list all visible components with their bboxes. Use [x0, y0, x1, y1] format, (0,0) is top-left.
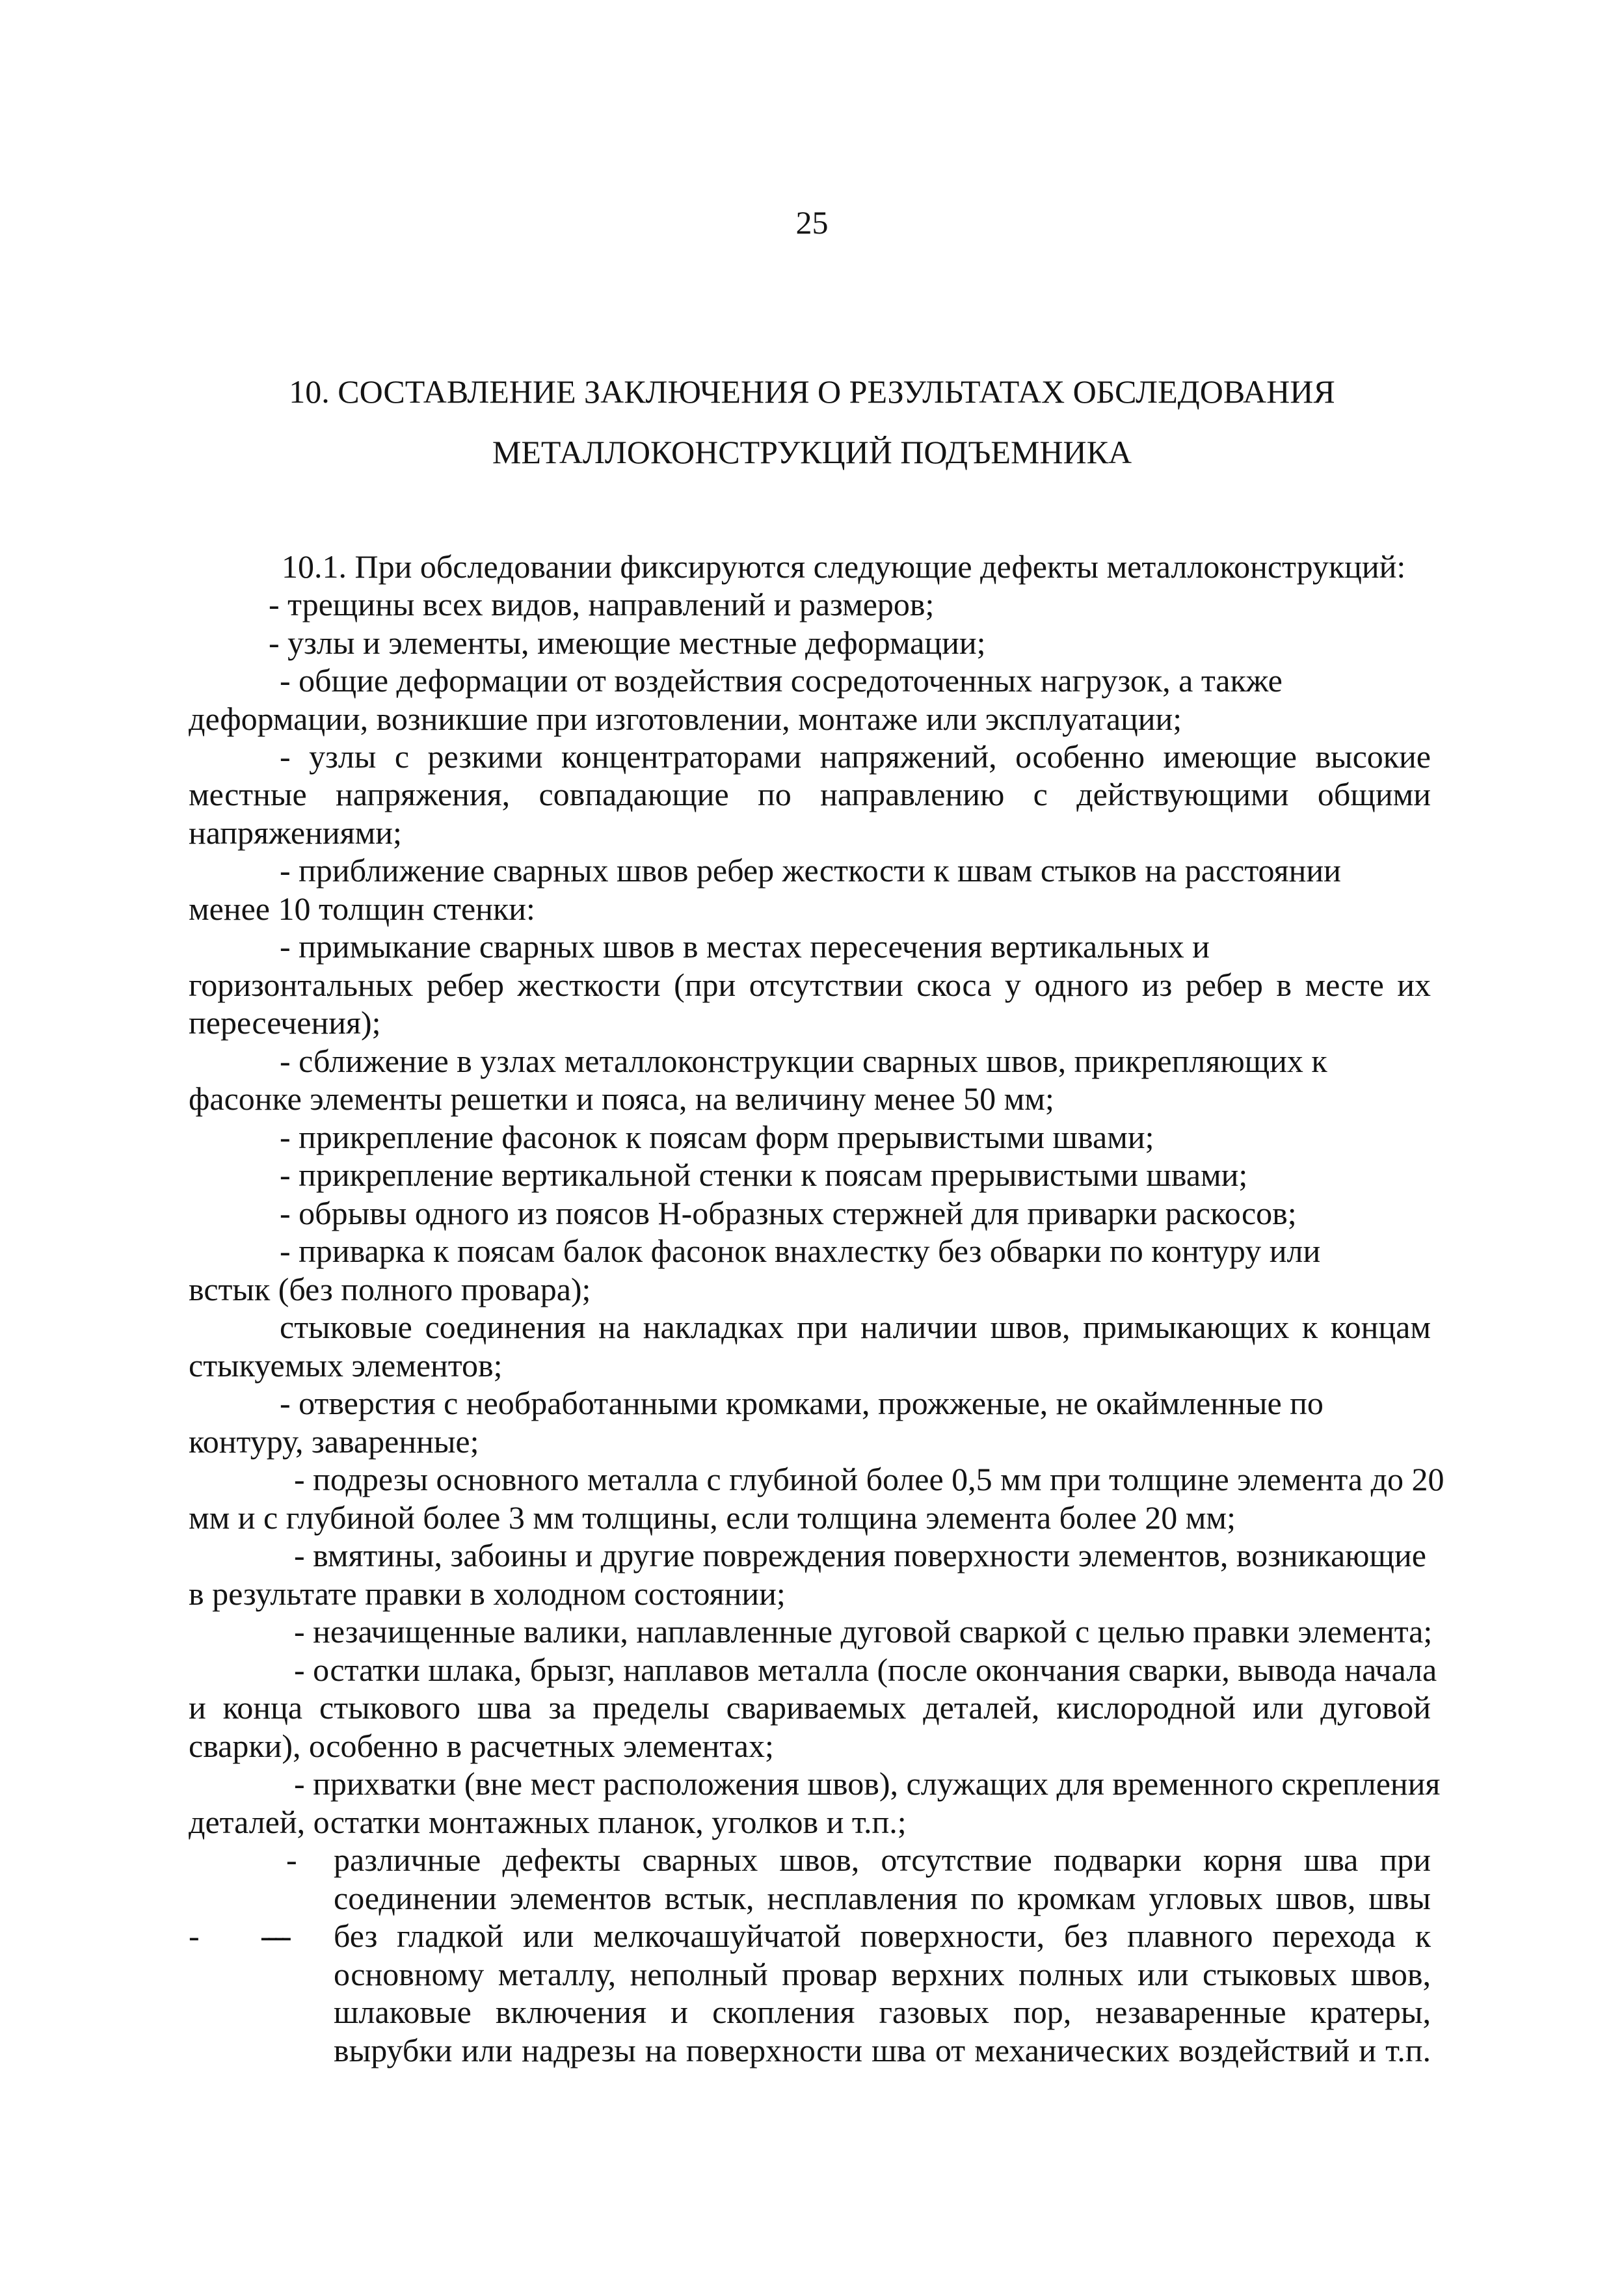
list-item: - трещины всех видов, направлений и размеров;: [269, 586, 935, 622]
paragraph-line: контуру, заваренные;: [189, 1423, 479, 1460]
list-item: - общие деформации от воздействия сосредоточенных нагрузок, а также: [280, 662, 1283, 699]
paragraph-line: горизонтальных ребер жесткости (при отсутствии скоса у одного из ребер в месте их: [189, 967, 1431, 1003]
paragraph-line: деформации, возникшие при изготовлении, монтаже или эксплуатации;: [189, 701, 1182, 737]
paragraph-line: в результате правки в холодном состоянии;: [189, 1575, 786, 1612]
list-item-line: без гладкой или мелкочашуйчатой поверхности, без плавного перехода к: [334, 1918, 1431, 1954]
list-item: - отверстия с необработанными кромками, прожженые, не окаймленные по: [280, 1385, 1324, 1421]
list-item: - остатки шлака, брызг, наплавов металла (после окончания сварки, вывода начала: [294, 1652, 1437, 1688]
paragraph-line: мм и с глубиной более 3 мм толщины, если толщина элемента более 20 мм;: [189, 1499, 1236, 1536]
page-number: 25: [795, 204, 829, 241]
paragraph-line: стыкуемых элементов;: [189, 1347, 503, 1384]
list-item: - приближение сварных швов ребер жесткости к швам стыков на расстоянии: [280, 852, 1341, 889]
list-item: - прикрепление вертикальной стенки к поясам прерывистыми швами;: [280, 1157, 1248, 1193]
list-item: - узлы и элементы, имеющие местные деформации;: [269, 624, 986, 661]
list-item: - прикрепление фасонок к поясам форм прерывистыми швами;: [280, 1119, 1154, 1155]
list-dash: -: [189, 1918, 200, 1954]
paragraph-line: пересечения);: [189, 1004, 381, 1041]
list-item: - примыкание сварных швов в местах пересечения вертикальных и: [280, 928, 1210, 965]
paragraph-line: фасонке элементы решетки и пояса, на величину менее 50 мм;: [189, 1080, 1054, 1117]
paragraph-line: сварки), особенно в расчетных элементах;: [189, 1728, 774, 1764]
list-dash: ----: [260, 1918, 288, 1954]
paragraph-line: напряжениями;: [189, 814, 402, 851]
list-item: - вмятины, забоины и другие повреждения поверхности элементов, возникающие: [294, 1537, 1426, 1573]
paragraph-line: 10.1. При обследовании фиксируются следующие дефекты металлоконструкций:: [282, 548, 1406, 585]
list-item: - обрывы одного из поясов Н-образных стержней для приварки раскосов;: [280, 1195, 1297, 1231]
list-item: - подрезы основного металла с глубиной более 0,5 мм при толщине элемента до 20: [294, 1461, 1444, 1497]
paragraph-line: и конца стыкового шва за пределы свариваемых деталей, кислородной или дуговой: [189, 1689, 1431, 1726]
list-item: - сближение в узлах металлоконструкции сварных швов, прикрепляющих к: [280, 1043, 1327, 1079]
paragraph-line: встык (без полного провара);: [189, 1271, 591, 1307]
paragraph-line: деталей, остатки монтажных планок, уголков и т.п.;: [189, 1804, 907, 1840]
list-item-line: вырубки или надрезы на поверхности шва от механических воздействий и т.п.: [334, 2032, 1431, 2068]
paragraph-line: местные напряжения, совпадающие по направлению с действующими общими: [189, 776, 1431, 812]
list-dash: -: [286, 1841, 297, 1878]
list-item-line: различные дефекты сварных швов, отсутствие подварки корня шва при: [334, 1841, 1431, 1878]
list-item: - приварка к поясам балок фасонок внахлестку без обварки по контуру или: [280, 1233, 1321, 1269]
list-item: стыковые соединения на накладках при наличии швов, примыкающих к концам: [280, 1309, 1431, 1345]
list-item-line: соединении элементов встык, несплавления по кромкам угловых швов, швы: [334, 1880, 1431, 1916]
section-heading-line-2: МЕТАЛЛОКОНСТРУКЦИЙ ПОДЪЕМНИКА: [492, 434, 1132, 470]
paragraph-line: менее 10 толщин стенки:: [189, 890, 535, 927]
section-heading-line-1: 10. СОСТАВЛЕНИЕ ЗАКЛЮЧЕНИЯ О РЕЗУЛЬТАТАХ ОБСЛЕДОВАНИЯ: [289, 373, 1335, 410]
list-item: - прихватки (вне мест расположения швов), служащих для временного скрепления: [294, 1765, 1441, 1802]
list-item-line: основному металлу, неполный провар верхних полных или стыковых швов,: [334, 1956, 1431, 1992]
list-item: - незачищенные валики, наплавленные дуговой сваркой с целью правки элемента;: [294, 1613, 1433, 1650]
list-item: - узлы с резкими концентраторами напряжений, особенно имеющие высокие: [280, 738, 1431, 775]
list-item-line: шлаковые включения и скопления газовых пор, незаваренные кратеры,: [334, 1994, 1431, 2030]
